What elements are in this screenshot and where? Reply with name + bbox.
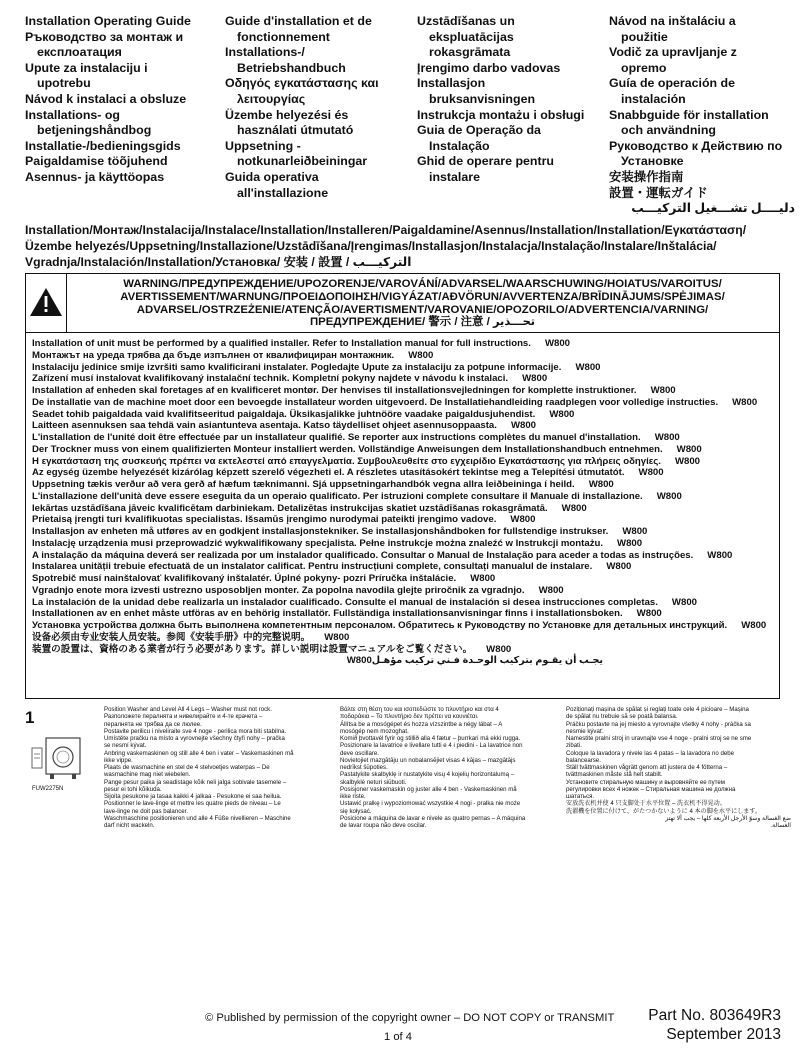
step-line: Komið þvottavél fyrir og stillið alla 4 fætur – þurrkari má ekki rugga.	[340, 735, 521, 742]
title-line: Guida operativa	[225, 169, 319, 184]
part-number: Part No. 803649R3	[648, 1007, 781, 1024]
title-line: Instalação	[429, 138, 490, 153]
step-line: Állítsa be a mosógépet és hozza vízszintbe a négy lábat – A	[340, 720, 503, 728]
title-line: bruksanvisningen	[429, 91, 536, 106]
heading-line: Vgradnja/Instalación/Installation/Установка/ 安装 / 設置 / التركيـــب	[25, 255, 412, 269]
step-line: mosógép nem mozoghat.	[340, 727, 409, 735]
step-line: Pastatykite skalbyklę ir nustatykite visų 4 kojelių horizontalumą –	[340, 771, 515, 779]
warning-line: La instalación de la unidad debe realizarla un instalador cualificado. Consulte el manual de instalación si desea instrucciones completas. W800	[32, 596, 697, 608]
warning-title-line: WARNING/ПРЕДУПРЕЖДЕНИЕ/UPOZORENJE/VAROVÁNÍ/ADVARSEL/WAARSCHUWING/HOIATUS/VAROITUS/	[123, 278, 722, 290]
figure-label: FUW2275N	[32, 786, 64, 792]
title-line: دليــــل تشـــغيل التركيـــب	[631, 201, 795, 216]
step-line: ikke vippe.	[104, 756, 133, 764]
title-line: fonctionnement	[237, 29, 330, 44]
title-line: all'installazione	[237, 185, 329, 200]
step-number: 1	[25, 708, 35, 727]
title-line: Uppsetning -	[225, 138, 301, 153]
step-line: ποδαράκια – Το πλυντήριο δεν πρέπει να κουνιέται.	[340, 713, 479, 721]
title-line: Οδηγός εγκατάστασης και	[225, 76, 379, 91]
warning-line: Uppsetning tækis verður að vera gerð af hæfum tæknimanni. Sjá uppsetningarhandbók vegna allra leiðbeininga í heild. W800	[32, 479, 614, 490]
step-line: Ställ tvättmaskinen vågrätt genom att justera de 4 fötterna –	[566, 764, 728, 771]
warning-title-line: ПРЕДУПРЕЖДЕНИЕ/ 警示 / 注意 / تحـــذير	[309, 316, 536, 329]
title-line: rokasgrāmata	[429, 45, 511, 60]
warning-line: Der Trockner muss von einem qualifizierten Monteur installiert werden. Vollständige Anweisungen dem Installationshandbuch entnehmen. W800	[32, 443, 702, 455]
step-line: Plaats de wasmachine en stel de 4 stelvoetjes waterpas – De	[104, 764, 270, 771]
title-line: Asennus- ja käyttöopas	[25, 169, 165, 184]
title-line: Installatie-/bedieningsgids	[25, 138, 181, 153]
warning-line: Seadet tohib paigaldada vaid kvalifitseeritud paigaldaja. Üksikasjalikke juhtnööre vaadake paigaldusjuhendist. W800	[32, 408, 575, 420]
title-line: 設置・運転ガイド	[609, 185, 708, 200]
step-line: Установите стиральную машину и выровняйте ее путем	[566, 778, 725, 786]
title-line: Vodič za upravljanje z	[609, 45, 737, 60]
warning-line: Spotrebič musí nainštalovať kvalifikovaný inštalatér. Úplné pokyny- pozri Príručka inštalácie. W800	[32, 573, 496, 584]
step-line: wasmachine mag niet wiebelen.	[104, 771, 191, 779]
step-line: darf nicht wackeln.	[104, 822, 155, 829]
title-line: instalare	[429, 169, 480, 184]
installation-heading	[25, 222, 785, 270]
warning-line: L'installazione dell'unità deve essere eseguita da un operaio qualificato. Per istruzioni complete consultare il Manuale di installazione. W800	[32, 490, 682, 502]
title-line: betjeningshåndbog	[37, 123, 152, 138]
warning-line: Zařízení musí instalovat kvalifikovaný instalační technik. Kompletní pokyny najdete v návodu k instalaci. W800	[32, 373, 548, 385]
title-line: Snabbguide för installation	[609, 107, 769, 122]
warning-line: Instalaciju jedinice smije izvršiti samo kvalificirani instalater. Pogledajte Upute za instalaciju za potpune informacije. W800	[32, 361, 601, 373]
warning-line: Instalację urządzenia musi przeprowadzić wykwalifikowany specjalista. Pełne instrukcje można znaleźć w Instrukcji montażu. W800	[32, 537, 643, 549]
part-info	[648, 1006, 781, 1044]
step-line: ضع الغسالة وسوّ الأرجل الأربعة كلها – يجب ألا تهتز	[665, 814, 791, 822]
warning-lines	[32, 338, 773, 667]
title-column-4	[609, 14, 795, 217]
step-line: регулировки всех 4 ножек – Стиральная машина не должна	[566, 785, 736, 793]
title-line: opremo	[621, 60, 667, 75]
title-column-3	[417, 14, 609, 217]
warning-line: Iekārtas uzstādīšana jāveic kvalificētam darbiniekam. Detalizētas instrukcijas skatiet uzstādīšanas rokasgrāmatā. W800	[32, 502, 587, 514]
step-column-3	[566, 706, 791, 829]
title-line: Ghid de operare pentru	[417, 154, 555, 169]
title-line: Ръководство за монтаж и	[25, 29, 184, 44]
title-line: ekspluatācijas	[429, 29, 514, 44]
warning-line: Η εγκατάσταση της συσκευής πρέπει να εκτελεστεί από επαγγελματία. Συμβουλευθείτε στο εγχειρίδιο Εγκατάστασης για πλήρεις οδηγίες. W800	[32, 455, 701, 467]
heading-line: Üzembe helyezés/Uppsetning/Installazione/Uzstādīšana/Įrengimas/Installasjon/Instalacja/Instalação/Instalare/Inštalácia/	[25, 239, 717, 253]
title-line: Установке	[621, 154, 684, 169]
title-line: експлоатация	[37, 45, 122, 60]
washer-leveling-illustration	[28, 732, 86, 782]
title-line: upotrebu	[37, 76, 91, 91]
step-column-1	[104, 706, 332, 829]
step-line: ikke riste.	[340, 793, 366, 800]
title-line: Installation Operating Guide	[25, 14, 191, 28]
step-line: Poziționați mașina de spălat și reglați toate cele 4 picioare – Mașina	[566, 706, 749, 713]
step-line: nedrīkst šūpoties.	[340, 764, 388, 771]
title-line: Guía de operación de	[609, 76, 735, 91]
title-column-1	[25, 14, 225, 217]
title-line: Paigaldamise töõjuhend	[25, 154, 168, 169]
warning-line: Установка устройства должна быть выполнена компетентным персоналом. Обратитесь к Руководству по Установке для детальных инструкций. W800	[32, 620, 767, 631]
copyright-notice: © Published by permission of the copyright owner – DO NOT COPY or TRANSMIT	[205, 1012, 615, 1024]
step-line: zibati.	[566, 742, 582, 750]
step-line: Novietojiet mazgātāju un nobalansējiet visas 4 kājas – mazgātājs	[340, 756, 516, 764]
step-line: Positionner le lave-linge et mettre les quatre pieds de niveau – Le	[104, 800, 281, 808]
title-line: Uzstādīšanas un	[417, 14, 515, 28]
step-line: Position Washer and Level All 4 Legs – Washer must not rock.	[104, 706, 272, 713]
step-line: pesur ei tohi kõikuda.	[104, 785, 162, 793]
warning-line: Installationen av en enhet måste utföras av en behörig installatör. Fullständiga installationsanvisningar finns i installationsboken. W800	[32, 608, 662, 620]
title-line: Руководство к Действию по	[609, 138, 783, 153]
step-line: Coloque la lavadora y nivele las 4 patas – la lavadora no debe	[566, 749, 735, 757]
warning-line: De installatie van de machine moet door een bevoegde installateur worden uitgevoerd. De Installatiehandleiding raadplegen voor volledige instructies. W800	[32, 396, 758, 408]
step-line: skalbyklė neturi siūbuoti.	[340, 778, 407, 786]
guide-titles	[25, 14, 795, 217]
step-line: 安放洗衣机并使 4 只支脚处于水平位置 – 洗衣机不得晃动。	[566, 800, 726, 808]
title-line: Guide d'installation et de	[225, 14, 372, 28]
warning-line: يجـب أن يقـوم بتركيب الوحـدة فـني تركيب مؤهـلW800	[346, 655, 603, 667]
publication-date: September 2013	[666, 1026, 781, 1043]
warning-title-line: AVERTISSEMENT/WARNUNG/ΠΡΟΕΙΔΟΠΟΙΗΣΗ/VIGYÁZAT/AÐVÖRUN/AVVERTENZA/BRĪDINĀJUMS/SPĖJIMAS/	[120, 290, 725, 303]
title-line: instalación	[621, 91, 686, 106]
warning-header	[26, 274, 779, 333]
title-line: Installations- og	[25, 107, 120, 122]
title-line: Guia de Operação da	[417, 123, 541, 138]
title-line: Installasjon	[417, 76, 486, 91]
step-line: Posizionare la lavatrice e livellare tutti e 4 i piedini - La lavatrice non	[340, 742, 523, 750]
step-line: lave-linge ne doit pas balancer.	[104, 807, 189, 815]
warning-title	[70, 278, 775, 329]
step-line: Waschmaschine positionieren und alle 4 Füße nivellieren – Maschine	[104, 814, 291, 822]
warning-line: Instalarea unității trebuie efectuată de un instalator calificat. Pentru instrucțiuni complete, consultați manualul de instalare. W800	[32, 561, 632, 573]
title-line: notkunarleiðbeiningar	[237, 154, 368, 169]
warning-line: Vgradnjo enote mora izvesti ustrezno usposobljen monter. Za popolna navodila glejte priročnik za vgradnjo. W800	[32, 584, 564, 596]
step-column-2	[340, 706, 568, 829]
warning-line: Laitteen asennuksen saa tehdä vain asiantunteva asentaja. Katso täydelliset ohjeet asennusoppaasta. W800	[32, 420, 536, 432]
title-line: och användning	[621, 123, 716, 138]
step-line: Разположете пералнята и нивелирайте и 4-те крачета –	[104, 713, 263, 721]
warning-line: Installation of unit must be performed by a qualified installer. Refer to Installation manual for full instructions. W800	[32, 338, 570, 349]
title-line: λειτουργίας	[237, 91, 306, 106]
title-line: Upute za instalaciju i	[25, 60, 148, 75]
step-line: 洗濯機を位置に付けて、がたつかないように 4 本の脚を水平にします。	[566, 807, 762, 815]
step-line: Posicione a máquina de lavar e nivele as quatro pernas – A máquina	[340, 814, 526, 822]
warning-line: Prietaisą įrengti turi kvalifikuotas specialistas. Išsamūs įrengimo nurodymai pateikti įrengimo vadove. W800	[32, 514, 536, 526]
step-line: balancearse.	[566, 756, 601, 764]
page-number: 1 of 4	[384, 1031, 412, 1043]
title-line: Installations-/	[225, 45, 305, 60]
step-line: Sijoita pesukone ja tasaa kaikki 4 jalkaa - Pesukone ei saa heilua.	[104, 793, 282, 800]
warning-triangle-icon	[26, 274, 67, 332]
step-line: nesmie kývať.	[566, 727, 604, 735]
title-line: Üzembe helyezési és	[225, 107, 349, 122]
step-line: deve oscillare.	[340, 749, 379, 757]
step-line: se nesmí kývat.	[104, 742, 147, 750]
step-line: de lavar roupa não deve oscilar.	[340, 822, 427, 829]
step-line: tvättmaskinen måste stå helt stabilt.	[566, 771, 663, 779]
title-line: Įrengimo darbo vadovas	[417, 60, 561, 75]
step-line: Pange pesur paika ja seadistage kõik neli jalga sobivale tasemele –	[104, 778, 287, 786]
title-line: Návod na inštaláciu a	[609, 14, 736, 28]
step-line: пералнята не трябва да се люлее.	[104, 720, 202, 728]
warning-line: L'installation de l'unité doit être effectuée par un installateur qualifié. Se reporter aux instructions complètes du manuel d'installation. W800	[32, 432, 680, 443]
warning-line: Installation af enheden skal foretages af en kvalificeret montør. Der henvises til installationsvejledningen for komplette instruktioner. W800	[32, 385, 676, 396]
step-line: Ustawić pralkę i wypoziomować wszystkie 4 nogi - pralka nie może	[340, 800, 521, 808]
warning-line: Монтажът на уреда трябва да бъде изпълнен от квалифициран монтажник. W800	[32, 349, 434, 361]
warning-line: 设备必须由专业安装人员安装。参阅《安装手册》中的完整说明。 W800	[32, 631, 350, 643]
step-line: Práčku postavte na jej miesto a vyrovnajte všetky 4 nohy - práčka sa	[566, 720, 751, 728]
warning-line: A instalação da máquina deverá ser realizada por um instalador qualificado. Consultar o Manual de Instalação para aceder a todas as instruções. W800	[32, 549, 733, 561]
title-line: használati útmutató	[237, 123, 354, 138]
warning-line: 装置の設置は、資格のある業者が行う必要があります。詳しい説明は設置マニュアルをご覧ください。 W800	[32, 643, 512, 655]
warning-line: Installasjon av enheten må utføres av en godkjent installasjonstekniker. Se installasjonshåndboken for fullstendige instrukser. W800	[32, 526, 648, 537]
title-column-2	[225, 14, 417, 217]
step-line: Umístěte pračku na místo a vyrovnejte všechny čtyři nohy – pračka	[104, 735, 285, 742]
title-line: Betriebshandbuch	[237, 60, 346, 75]
heading-line: Installation/Монтаж/Instalacija/Instalace/Installation/Installeren/Paigaldamine/Asennus/Installation/Installation/Εγκατάσταση/	[25, 223, 747, 237]
title-line: Instrukcja montażu i obsługi	[417, 107, 585, 122]
step-line: الغسالة.	[770, 822, 791, 829]
title-line: použitie	[621, 29, 668, 44]
step-line: Namestite pralni stroj in uravnajte vse 4 noge - pralni stroj se ne sme	[566, 735, 752, 742]
title-line: Návod k instalaci a obsluze	[25, 91, 187, 106]
warning-box	[25, 273, 780, 699]
step-line: de spălat nu trebuie să se poată balansa.	[566, 713, 678, 721]
step-line: Postavite perilicu i niveliraite sve 4 noge - perilica mora biti stabilna.	[104, 727, 287, 735]
warning-title-line: ADVARSEL/OSTRZEŻENIE/ATENÇÃO/AVERTISMENT/VAROVANIE/OPOZORILO/ADVERTENCIA/VARNING/	[136, 303, 709, 316]
step-line: Anbring vaskemaskinen og still alle 4 ben i vater – Vaskemaskinen må	[104, 749, 294, 757]
step-line: Βάλτε στη θέση του και ισοπεδώστε το πλυντήριο και στα 4	[340, 706, 499, 713]
step-line: Posisjoner vaskemaskin og juster alle 4 ben - Vaskemaskinen må	[340, 785, 517, 793]
warning-line: Az egység üzembe helyezését kizárólag képzett szerelő végezheti el. A részletes utasításokért tekintse meg a Telepítési útmutatót. W800	[32, 467, 664, 479]
step-line: się kołysać.	[340, 807, 372, 815]
title-line: 安装操作指南	[609, 169, 684, 184]
step-line: шататься.	[566, 793, 595, 800]
